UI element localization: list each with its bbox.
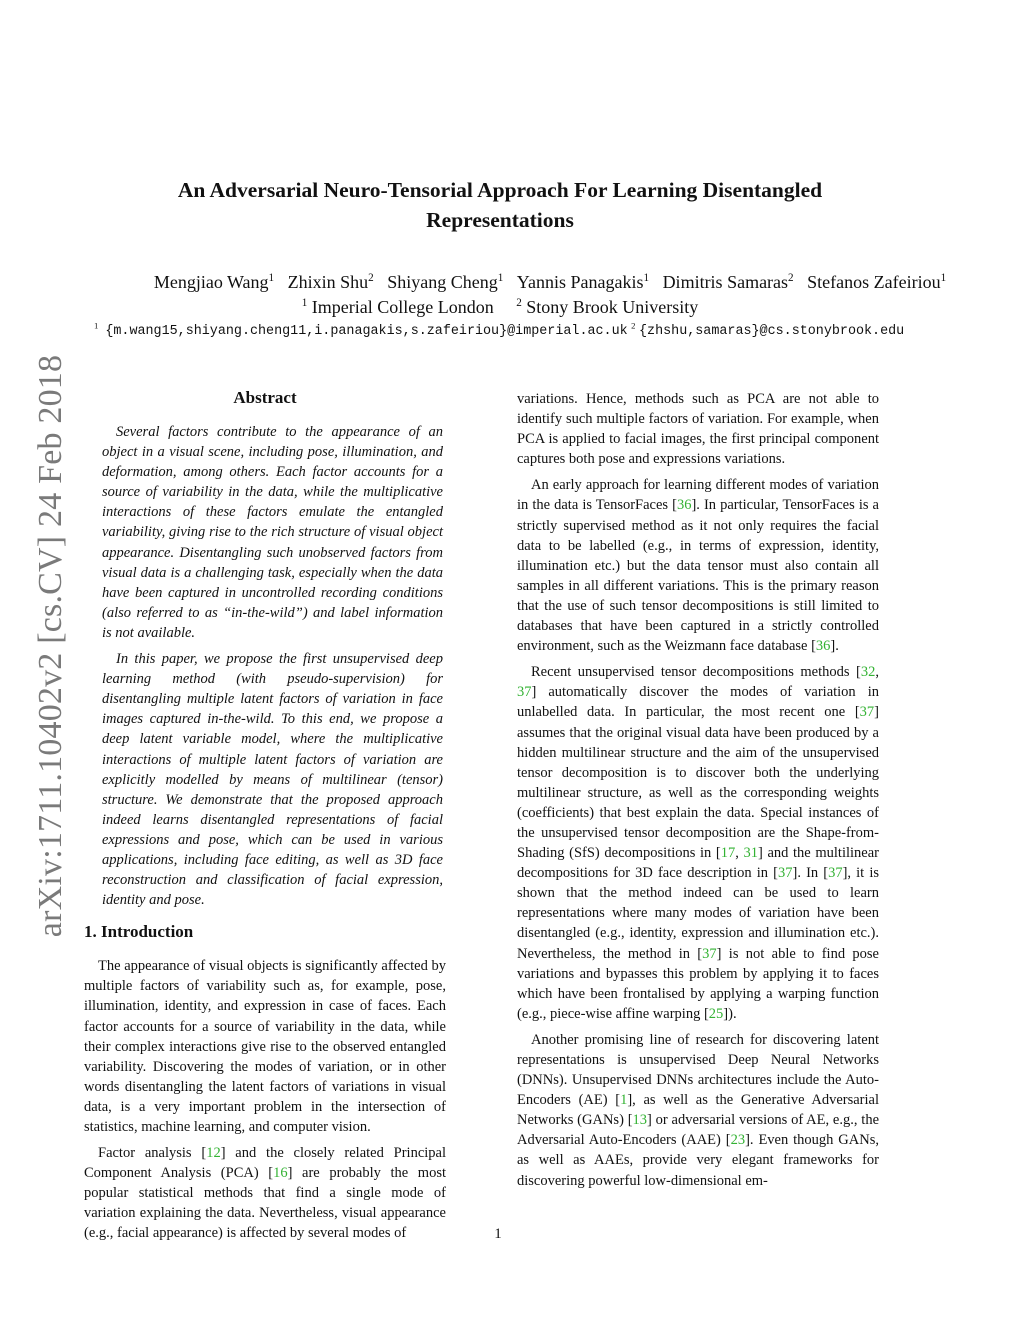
abstract-paragraph: Several factors contribute to the appearance of an object in a visual scene, including pose, illumination, and deformation, among others. Each factor accounts for a source of variability in the data, while the multiplicative interactions of these factors emulate the entangled variability, giving rise to the rich structure of visual object appearance. Disentangling such unobserved factors from visual data is a challenging task, especially when the data have been captured in uncontrolled recording conditions (also referred to as “in-the-wild”) and label information is not available. — [102, 424, 443, 641]
affiliation: Imperial College London — [311, 297, 494, 317]
citation-link[interactable]: 16 — [273, 1165, 288, 1182]
author: Mengjiao Wang$^1$ — [153, 272, 275, 292]
author-list — [0, 270, 1024, 295]
citation-link[interactable]: 36 — [815, 638, 831, 655]
citation-link[interactable]: 13 — [632, 1112, 648, 1129]
body-paragraph: Factor analysis [12] and the closely related Principal Component Analysis (PCA) [16] are probably the most popular statistical methods that find a single mode of variation explaining the data. Nevertheless, visual appearance (e.g., facial appearance) is affected by several modes of — [84, 1145, 447, 1242]
abstract-paragraph: In this paper, we propose the first unsupervised deep learning method (with pseudo-supervision) for disentangling multiple latent factors of variation in face images captured in-the-wild. To this end, we propose a deep latent variable model, where the multiplicative interactions of multiple latent factors of variation are explicitly modelled by means of multilinear (tensor) structure. We demonstrate that the proposed approach indeed learns disentangled representations of facial expressions and pose, which can be used in various applications, including face editing, as well as 3D face reconstruction and classification of facial expression, identity and pose. — [102, 651, 443, 909]
author: Stefanos Zafeiriou$^1$ — [807, 272, 947, 292]
citation-link[interactable]: 37 — [517, 684, 532, 701]
citation-link[interactable]: 1 — [620, 1092, 628, 1109]
citation-link[interactable]: 37 — [859, 704, 875, 721]
citation-link[interactable]: 36 — [676, 497, 692, 514]
arxiv-identifier: arXiv:1711.10402v2 [cs.CV] 24 Feb 2018 — [32, 354, 69, 938]
title-line-1: An Adversarial Neuro-Tensorial Approach For Learning Disentangled — [177, 178, 823, 202]
title-line-2: Representations — [426, 208, 574, 232]
right-column — [517, 389, 879, 1197]
citation-link[interactable]: 31 — [743, 845, 759, 862]
author: Shiyang Cheng$^1$ — [387, 272, 504, 292]
citation-link[interactable]: 23 — [730, 1132, 746, 1149]
body-paragraph: Another promising line of research for discovering latent representations is unsupervised Deep Neural Networks (DNNs). Unsupervised DNNs architectures include the Auto-Encoders (AE) [1], as well as the Generative Adversarial Networks (GANs) [13] or adversarial versions of AE, e.g., the Adversarial Auto-Encoders (AAE) [23]. Even though GANs, as well as AAEs, provide very elegant frameworks for discovering powerful low-dimensional em- — [517, 1031, 880, 1189]
body-paragraph: An early approach for learning different modes of variation in the data is TensorFaces [36]. In particular, TensorFaces is a strictly supervised method as it not only requires the facial data to be labelled (e.g., in terms of expression, identity, illumination etc.) but the data tensor must also contain all samples in all different variations. This is the primary reason that the use of such tensor decompositions is still limited to databases that have been captured in a strictly controlled environment, such as the Weizmann face database [36]. — [517, 477, 879, 655]
citation-link[interactable]: 37 — [828, 865, 843, 882]
abstract — [84, 422, 446, 910]
citation-link[interactable]: 37 — [778, 865, 793, 882]
section-heading: 1. Introduction — [84, 922, 194, 942]
author: Zhixin Shu$^2$ — [287, 272, 374, 292]
abstract-heading: Abstract — [233, 388, 297, 407]
body-paragraph: variations. Hence, methods such as PCA are not able to identify such multiple factors of variation. For example, when PCA is applied to facial images, the first principal component captures both pose and expressions variations. — [517, 391, 879, 468]
email: {zhshu,samaras}@cs.stonybrook.edu — [639, 324, 905, 339]
affiliation: Stony Brook University — [526, 297, 699, 317]
arxiv-sidebar-stamp — [30, 348, 72, 944]
author-emails: $^1$ {m.wang15,shiyang.cheng11,i.panagakis,s.zafeiriou}@imperial.ac.uk $^2$ {zhshu,samaras}@cs.stonybrook.edu — [94, 320, 905, 339]
citation-link[interactable]: 25 — [708, 1005, 724, 1022]
page-number: 1 — [494, 1226, 502, 1242]
citation-link[interactable]: 17 — [720, 845, 736, 862]
body-paragraph: Recent unsupervised tensor decompositions methods [32, 37] automatically discover the modes of variation in unlabelled data. In particular, the most recent one [37] assumes that the original visual data have been produced by a hidden multilinear structure and the aim of the unsupervised tensor decomposition is to discover both the underlying multilinear structure, as well as the corresponding weights (coefficients) that best explain the data. Special instances of the unsupervised tensor decomposition are the Shape-from-Shading (SfS) decompositions in [17, 31] and the multilinear decompositions for 3D face description in [37]. In [37], it is shown that the method indeed can be used to learn representations where many modes of variation have been disentangled (e.g., identity, expression and illumination etc.). Nevertheless, the method in [37] is not able to find pose variations and bypasses this problem by applying it to faces which have been frontalised by applying a warping function (e.g., piece-wise affine warping [25]). — [517, 664, 879, 1022]
author: Dimitris Samaras$^2$ — [662, 272, 794, 292]
left-column — [84, 386, 446, 1250]
citation-link[interactable]: 32 — [860, 664, 876, 681]
citation-link[interactable]: 12 — [206, 1145, 221, 1162]
paper-title — [0, 175, 1000, 235]
body-paragraph: The appearance of visual objects is significantly affected by multiple factors of variability such as, for example, pose, illumination, identity, and expression in case of faces. Each factor accounts for a source of variability in the data, while their complex interactions give rise to the observed entangled variability. Discovering the modes of variation, or in other words disentangling the latent factors of variations in visual data, is a very important problem in the intersection of statistics, machine learning, and computer vision. — [84, 958, 446, 1135]
author: Yannis Panagakis$^1$ — [516, 272, 650, 292]
citation-link[interactable]: 37 — [702, 945, 717, 962]
affiliation-list: $^1$ Imperial College London $^2$ Stony Brook University — [301, 297, 699, 317]
email: {m.wang15,shiyang.cheng11,i.panagakis,s.zafeiriou}@imperial.ac.uk — [105, 324, 628, 339]
